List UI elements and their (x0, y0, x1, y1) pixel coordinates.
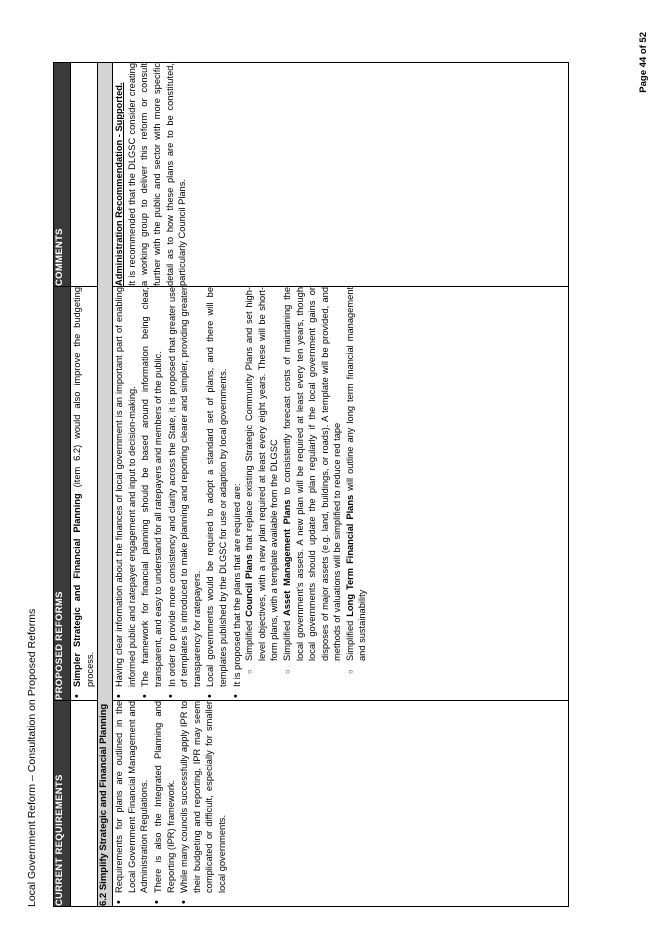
sub-item-prefix: Simplified (281, 615, 292, 661)
intro-bullet-list (71, 287, 96, 700)
running-header: Local Government Reform – Consultation on Proposed Reforms (26, 608, 38, 907)
intro-bullet-rest: (item 6.2) would also improve the budgeting process. (72, 286, 95, 687)
list-item (71, 287, 96, 700)
current-requirements-list (113, 701, 228, 906)
table-row (113, 63, 569, 907)
list-item: • While many councils successfully apply IPR to their budgeting and reporting, IPR may seem complicated or difficult, especially for smaller local governments. (178, 701, 228, 906)
list-item: • Local governments would be required to adopt a standard set of plans, and there will be templates published by the DLGSC for use or adaption by local governments. (204, 287, 229, 700)
intro-cell-current (71, 701, 98, 907)
list-item: • The framework for financial planning should be based around information being clear, transparent, and easy to understand for all ratepayers and members of the public. (139, 287, 164, 700)
list-item: • In order to provide more consistency and clarity across the State, it is proposed that greater use of templates is introduced to make planning and reporting clearer and simpler, providing greater transparency for ratepayers. (166, 287, 204, 700)
sub-item-prefix: Simplified (244, 616, 255, 661)
proposed-lead-in-text: It is proposed that the plans that are required are: (231, 483, 242, 687)
column-header-proposed-reforms: PROPOSED REFORMS (54, 287, 71, 701)
section-heading: 6.2 Simplify Strategic and Financial Planning (98, 63, 113, 907)
list-item: • Having clear information about the finances of local government is an important part of enabling informed public and ratepayer engagement and input to decision-making. (113, 287, 138, 700)
sub-list-item (243, 287, 281, 675)
intro-bullet-bold: Simpler Strategic and Financial Planning (72, 493, 82, 687)
list-item: • Requirements for plans are outlined in the Local Government Financial Management and Administration Regulations. (113, 701, 151, 906)
cell-current-requirements (113, 701, 569, 907)
table-header-row (54, 63, 71, 907)
page-footer: Page 44 of 52 (638, 32, 649, 93)
proposed-reforms-table (53, 62, 569, 907)
list-item: • There is also the Integrated Planning and Reporting (IPR) framework. (152, 701, 177, 906)
sub-item-suffix: to consistently forecast costs of maintaining the local government's assets. A new plan will be required at least every ten years, though local governments should update the plan regularly if the local government gains or disposes of major assets (e.g. land, buildings, or roads). A template will be provided, and methods of valuations will be simplified to reduce red tape (281, 287, 343, 661)
column-header-comments: COMMENTS (54, 63, 71, 287)
sub-item-bold: Long Term Financial Plans (344, 494, 355, 617)
proposed-reforms-list (113, 287, 369, 700)
comment-block (113, 63, 189, 286)
intro-cell-proposed (71, 287, 98, 701)
cell-proposed-reforms (113, 287, 569, 701)
sub-item-suffix: will outline any long term financial management and sustainability (344, 287, 368, 661)
section-heading-row (98, 63, 113, 907)
proposed-sub-list (243, 287, 369, 687)
sub-item-bold: Council Plans (244, 554, 255, 617)
sub-item-suffix: that replace existing Strategic Community Plans and set high-level objectives, with a new plan required at least every eight years. These will be short-form plans, with a template available from the DLGSC (244, 287, 280, 661)
sub-list-item (344, 287, 369, 675)
column-header-current-requirements: CURRENT REQUIREMENTS (54, 701, 71, 907)
comment-body: It is recommended that the DLGSC consider creating a working group to deliver this reform or consult further with the public and sector with more specific detail as to how these plans are to be constituted, particularly Council Plans. (126, 63, 188, 286)
sub-item-prefix: Simplified (344, 616, 355, 661)
table-row (71, 63, 98, 907)
list-item-lead-in (231, 287, 370, 700)
intro-cell-comments (71, 63, 98, 287)
comment-heading: Administration Recommendation - Supported. (114, 82, 125, 286)
cell-comments (113, 63, 569, 287)
sub-list-item (281, 287, 344, 675)
sub-item-bold: Asset Management Plans (281, 499, 292, 616)
